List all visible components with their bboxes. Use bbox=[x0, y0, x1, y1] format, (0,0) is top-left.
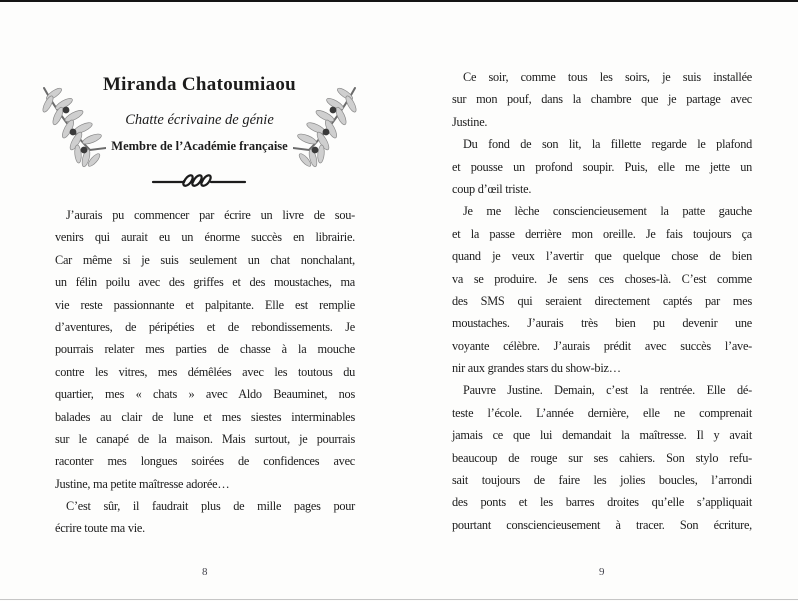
text-line: sur mon pouf, dans la chambre que je partage avec bbox=[452, 92, 752, 107]
left-page-text bbox=[55, 204, 355, 540]
page-number-right: 9 bbox=[599, 566, 605, 578]
text-line: quand je veux l’avertir que quelque chose de bien bbox=[452, 249, 752, 264]
page-number-left: 8 bbox=[202, 566, 208, 578]
text-line: balades au clair de lune et mes siestes interminables bbox=[55, 409, 355, 424]
text-line: un félin poilu avec des griffes et des moustaches, ma bbox=[55, 275, 355, 290]
text-line: nir aux grandes stars du show-biz… bbox=[452, 361, 621, 376]
bottom-edge-rule bbox=[0, 599, 798, 600]
author-name: Miranda Chatoumiaou bbox=[102, 74, 297, 95]
text-line: raconter mes longues soirées de confidences avec bbox=[55, 454, 355, 469]
text-line: Je me lèche consciencieusement la patte gauche bbox=[463, 204, 752, 219]
text-line: beaucoup de rouge sur ses cahiers. Son stylo refu- bbox=[452, 450, 752, 465]
text-line: des SMS qui seraient directement captés par mes bbox=[452, 293, 752, 308]
text-line: jamais ce que lui demandait la maîtresse. Il y avait bbox=[452, 428, 752, 443]
text-line: moustaches. J’aurais très bien pu devenir une bbox=[452, 316, 752, 331]
right-page-text bbox=[452, 66, 752, 536]
text-line: vie reste passionnante et palpitante. Elle est remplie bbox=[55, 297, 355, 312]
paragraph bbox=[55, 495, 355, 540]
text-line: venirs qui aurait eu un énorme succès en librairie. bbox=[55, 230, 355, 245]
text-line: voyante célèbre. J’aurais prédit avec succès l’ave- bbox=[452, 338, 752, 353]
text-line: et la passe derrière mon oreille. Je fais toujours ça bbox=[452, 226, 752, 241]
text-line: d’aventures, de péripéties et de rebondissements. Je bbox=[55, 319, 355, 334]
paragraph bbox=[452, 379, 752, 536]
text-line: quartier, mes « chats » avec Aldo Beauminet, nos bbox=[55, 387, 355, 402]
page-right bbox=[399, 0, 798, 601]
author-header bbox=[0, 0, 399, 200]
text-line: Car même si je suis seulement un chat nonchalant, bbox=[55, 252, 355, 267]
text-line: Pauvre Justine. Demain, c’est la rentrée. Elle dé- bbox=[463, 383, 752, 398]
text-line: Justine. bbox=[452, 114, 488, 129]
text-line: Ce soir, comme tous les soirs, je suis installée bbox=[463, 70, 752, 84]
text-line: pourtant consciencieusement à tracer. Son écriture, bbox=[452, 517, 752, 532]
paragraph bbox=[452, 66, 752, 133]
paragraph bbox=[452, 200, 752, 379]
text-line: pourrais relater mes parties de chasse à la mouche bbox=[55, 342, 355, 357]
text-line: sur le canapé de la maison. Mais surtout, je pourrais bbox=[55, 431, 355, 446]
text-line: et pousse un profond soupir. Puis, elle me jette un bbox=[452, 159, 752, 174]
author-subtitle: Chatte écrivaine de génie bbox=[125, 112, 274, 128]
text-line: écrire toute ma vie. bbox=[55, 521, 145, 536]
text-line: va se produire. Je sens ces choses-là. C’est comme bbox=[452, 271, 752, 286]
text-line: coup d’œil triste. bbox=[452, 181, 532, 196]
text-line: J’aurais pu commencer par écrire un livre de sou- bbox=[66, 208, 355, 222]
author-affiliation: Membre de l’Académie française bbox=[111, 139, 288, 153]
paragraph bbox=[452, 133, 752, 200]
paragraph bbox=[55, 204, 355, 495]
text-line: des ponts et les barres droites qu’elle s’appliquait bbox=[452, 495, 752, 510]
text-line: contre les vitres, mes démêlées avec les toutous du bbox=[55, 364, 355, 379]
text-line: sait toujours de faire les jolies boucles, l’arrondi bbox=[452, 473, 752, 488]
text-line: Du fond de son lit, la fillette regarde le plafond bbox=[463, 137, 752, 152]
text-line: teste l’école. L’année dernière, elle ne comprenait bbox=[452, 405, 752, 420]
squiggle-divider-icon bbox=[151, 172, 247, 192]
text-line: Justine, ma petite maîtresse adorée… bbox=[55, 476, 230, 491]
text-line: C’est sûr, il faudrait plus de mille pages pour bbox=[66, 499, 355, 514]
